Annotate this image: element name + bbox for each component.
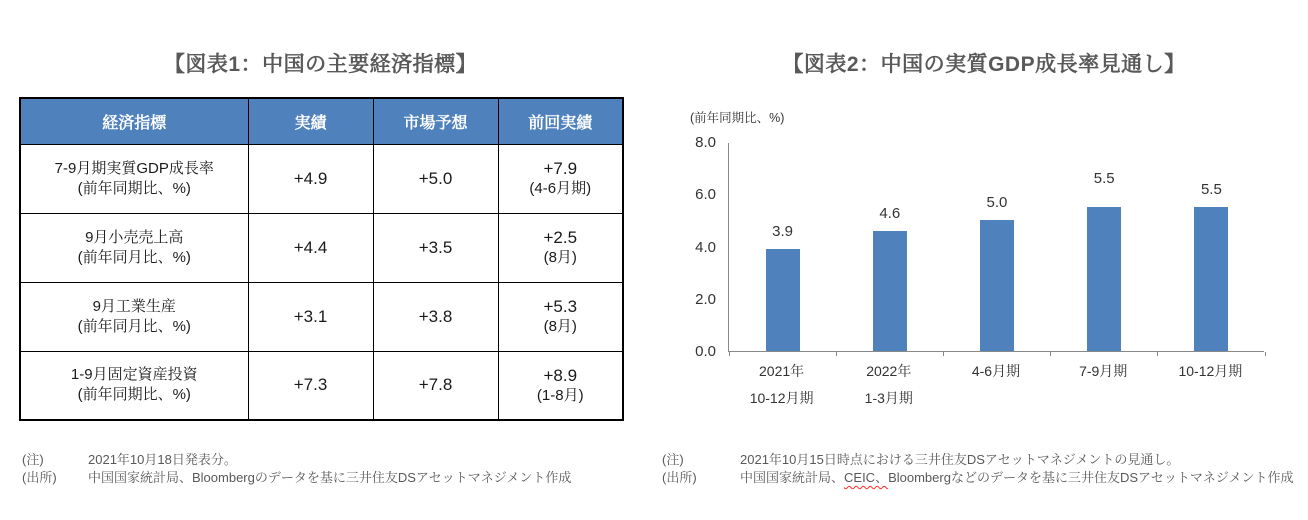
x-category-line: 2021年	[759, 363, 805, 379]
bar-slot	[1158, 143, 1265, 351]
previous-cell	[498, 144, 623, 213]
figure1-note2-text: 中国国家統計局、Bloombergのデータを基に三井住友DSアセットマネジメント作成	[88, 470, 572, 485]
figure1-note1-label: (注)	[22, 452, 44, 467]
actual-cell: +4.4	[248, 213, 373, 282]
previous-period: (8月)	[543, 249, 577, 266]
gdp-forecast-chart	[660, 100, 1308, 445]
x-category-label	[1050, 363, 1157, 380]
x-axis-tick	[1050, 352, 1051, 356]
note-text-squiggle: CEIC、	[844, 470, 889, 485]
indicator-basis: (前年同期比、%)	[77, 179, 191, 197]
table-header-row	[20, 98, 623, 144]
bar	[980, 220, 1014, 351]
x-category-line: 10-12月期	[749, 390, 814, 406]
indicator-basis: (前年同月比、%)	[77, 248, 191, 266]
forecast-cell: +7.8	[373, 351, 498, 420]
bar	[1194, 207, 1228, 351]
indicator-table-body	[20, 144, 623, 420]
bar	[766, 249, 800, 351]
x-category-label	[1157, 363, 1264, 380]
previous-value: +2.5	[543, 228, 578, 247]
bar-value-label: 3.9	[772, 223, 794, 241]
previous-period: (8月)	[543, 318, 577, 335]
figure2-note1-text: 2021年10月15日時点における三井住友DSアセットマネジメントの見通し。	[740, 452, 1180, 467]
table-header-cell: 経済指標	[20, 98, 248, 144]
y-tick-label: 2.0	[695, 290, 716, 308]
previous-cell	[498, 351, 623, 420]
indicator-basis: (前年同期比、%)	[77, 386, 191, 404]
x-category-label	[835, 363, 942, 407]
bar-slot	[943, 143, 1050, 351]
figure2-note1-label: (注)	[662, 452, 684, 467]
previous-cell	[498, 213, 623, 282]
indicator-name: 1-9月固定資産投資	[70, 366, 198, 384]
forecast-cell: +5.0	[373, 144, 498, 213]
previous-period: (4-6月期)	[529, 180, 592, 197]
figure2-notes	[662, 451, 1304, 487]
bar-value-label: 5.5	[1093, 170, 1115, 188]
x-axis-tick	[1265, 352, 1266, 356]
previous-period: (1-8月)	[536, 386, 584, 404]
table-header-cell: 市場予想	[373, 98, 498, 144]
indicator-cell	[20, 282, 248, 351]
indicator-name: 9月小売売上高	[85, 228, 184, 246]
x-category-line: 1-3月期	[864, 390, 913, 406]
y-tick-label: 8.0	[695, 134, 716, 151]
indicator-cell	[20, 144, 248, 213]
actual-cell: +3.1	[248, 282, 373, 351]
x-category-line: 4-6月期	[971, 363, 1021, 379]
indicator-name: 7-9月期実質GDP成長率	[54, 159, 214, 177]
indicator-cell	[20, 213, 248, 282]
x-category-label	[728, 363, 835, 407]
bar-value-label: 5.5	[1200, 181, 1222, 199]
previous-value: +5.3	[543, 297, 578, 316]
y-tick-label: 6.0	[695, 186, 716, 204]
x-axis-tick	[943, 352, 944, 356]
x-category-line: 2022年	[866, 363, 912, 379]
actual-cell: +7.3	[248, 351, 373, 420]
y-tick-label: 0.0	[695, 343, 716, 360]
indicator-name: 9月工業生産	[92, 297, 176, 315]
table-row	[20, 144, 623, 213]
x-axis-tick	[1157, 352, 1158, 356]
indicator-table	[19, 97, 624, 421]
table-row	[20, 351, 623, 420]
table-row	[20, 213, 623, 282]
figure1-note2-label: (出所)	[22, 470, 57, 485]
plot-area	[728, 143, 1264, 352]
figure2-note2-label: (出所)	[662, 470, 697, 485]
x-category-line: 7-9月期	[1079, 363, 1128, 379]
previous-value: +7.9	[543, 159, 578, 178]
y-axis-unit-label: (前年同期比、%)	[690, 111, 785, 125]
forecast-cell: +3.8	[373, 282, 498, 351]
bar-slot	[836, 143, 943, 351]
actual-cell: +4.9	[248, 144, 373, 213]
figure1-note1-text: 2021年10月18日発表分。	[88, 452, 237, 467]
x-category-label	[942, 363, 1049, 380]
indicator-cell	[20, 351, 248, 420]
bar	[1087, 207, 1121, 351]
x-axis-tick	[729, 352, 730, 356]
figure2-note2-text	[740, 469, 1304, 487]
note-text-part: Bloombergなどのデータを基に三井住友DSアセットマネジメント作成	[888, 470, 1294, 485]
previous-cell	[498, 282, 623, 351]
figure2-title: 【図表2：中国の実質GDP成長率見通し】	[782, 53, 1186, 76]
table-header-cell: 実績	[248, 98, 373, 144]
bar-slot	[729, 143, 836, 351]
figure1-title: 【図表1：中国の主要経済指標】	[163, 53, 478, 76]
forecast-cell: +3.5	[373, 213, 498, 282]
x-category-line: 10-12月期	[1178, 363, 1243, 379]
indicator-table-head	[20, 98, 623, 144]
previous-value: +8.9	[543, 365, 578, 385]
bar-slot	[1051, 143, 1158, 351]
table-row	[20, 282, 623, 351]
x-axis-tick	[836, 352, 837, 356]
table-header-cell: 前回実績	[498, 98, 623, 144]
indicator-basis: (前年同月比、%)	[77, 317, 191, 335]
bar-value-label: 4.6	[879, 204, 901, 222]
figure1-notes	[22, 451, 622, 487]
bar	[873, 231, 907, 351]
bar-value-label: 5.0	[986, 194, 1008, 212]
note-text-part: 中国国家統計局、	[740, 470, 845, 485]
y-tick-label: 4.0	[695, 238, 716, 256]
